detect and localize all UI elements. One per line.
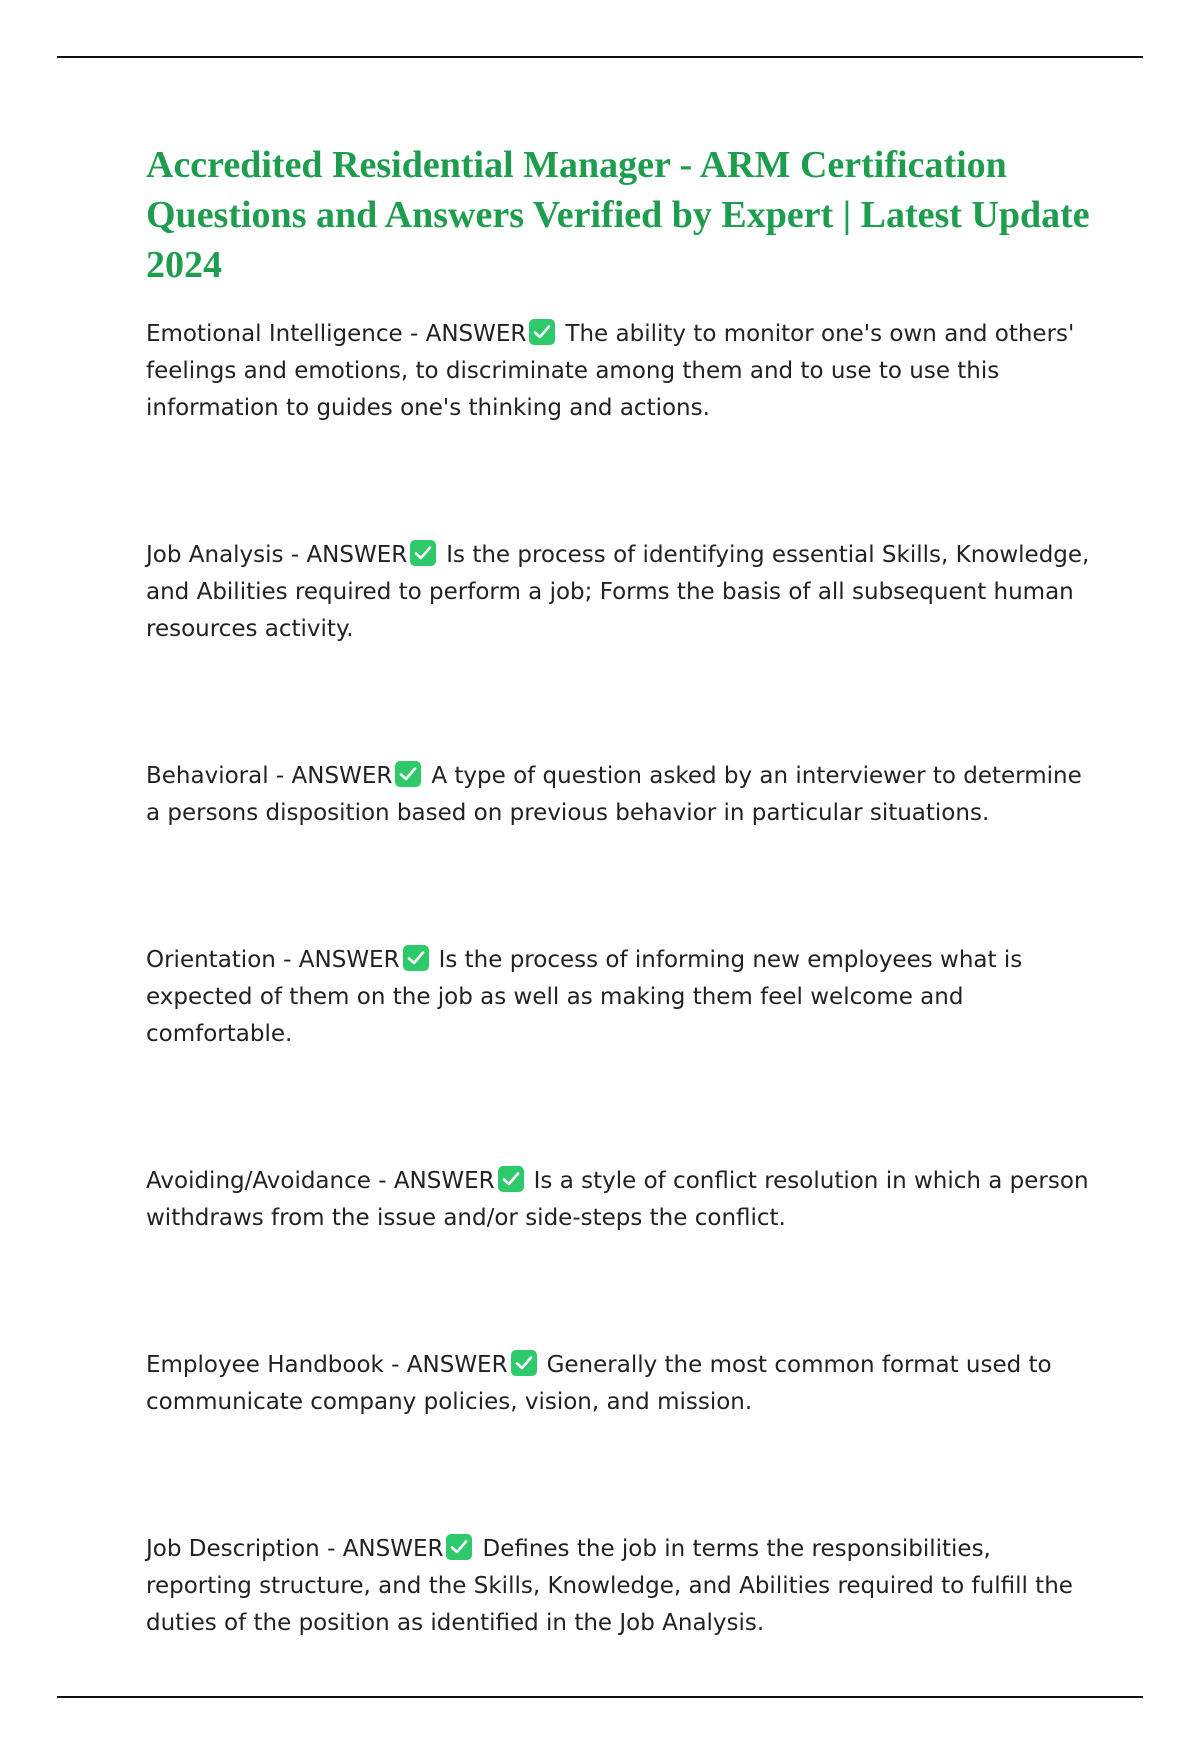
qa-definition: Defines the job in terms the responsibilities, reporting structure, and the Skills, Knowledge, and Abilities required to fulfill the duties of the position as identified in the Job Analysis. [146,1536,1073,1636]
qa-separator: - [319,1536,343,1562]
qa-definition: Is the process of informing new employees what is expected of them on the job as well as making them feel welcome and comfortable. [146,947,1023,1047]
qa-definition: Is the process of identifying essential Skills, Knowledge, and Abilities required to perform a job; Forms the basis of all subsequent human resources activity. [146,542,1090,642]
answer-label: ANSWER [306,542,408,568]
answer-label: ANSWER [425,321,527,347]
check-mark-icon [395,761,421,787]
qa-item [146,537,1096,648]
qa-separator: - [268,763,292,789]
qa-term: Behavioral [146,763,269,789]
check-mark-icon [403,945,429,971]
check-mark-icon [446,1534,472,1560]
qa-term: Orientation [146,947,276,973]
check-mark-icon [529,319,555,345]
answer-label: ANSWER [291,763,393,789]
qa-separator: - [275,947,299,973]
document-body [146,140,1096,1752]
qa-definition: The ability to monitor one's own and others' feelings and emotions, to discriminate among them and to use to use this information to guides one's thinking and actions. [146,321,1075,421]
bottom-divider [57,1696,1143,1698]
qa-item [146,1163,1096,1237]
check-mark-icon [410,540,436,566]
qa-term: Job Analysis [146,542,284,568]
top-divider [57,56,1143,58]
qa-definition: Is a style of conflict resolution in which a person withdraws from the issue and/or side-steps the conflict. [146,1168,1089,1231]
qa-item [146,1531,1096,1642]
qa-separator: - [283,542,307,568]
qa-term: Emotional Intelligence [146,321,403,347]
qa-separator: - [383,1352,407,1378]
qa-list [146,316,1096,1642]
qa-term: Employee Handbook [146,1352,384,1378]
qa-definition: Generally the most common format used to communicate company policies, vision, and mission. [146,1352,1052,1415]
qa-item [146,316,1096,427]
qa-term: Job Description [146,1536,320,1562]
qa-definition: A type of question asked by an interviewer to determine a persons disposition based on previous behavior in particular situations. [146,763,1082,826]
answer-label: ANSWER [342,1536,444,1562]
qa-separator: - [402,321,426,347]
answer-label: ANSWER [298,947,400,973]
qa-item [146,942,1096,1053]
document-title: Accredited Residential Manager - ARM Certification Questions and Answers Verified by Expert | Latest Update 2024 [146,144,1090,286]
check-mark-icon [498,1166,524,1192]
qa-separator: - [370,1168,394,1194]
answer-label: ANSWER [406,1352,508,1378]
answer-label: ANSWER [393,1168,495,1194]
qa-item [146,758,1096,832]
check-mark-icon [511,1350,537,1376]
qa-item [146,1347,1096,1421]
qa-term: Avoiding/Avoidance [146,1168,371,1194]
